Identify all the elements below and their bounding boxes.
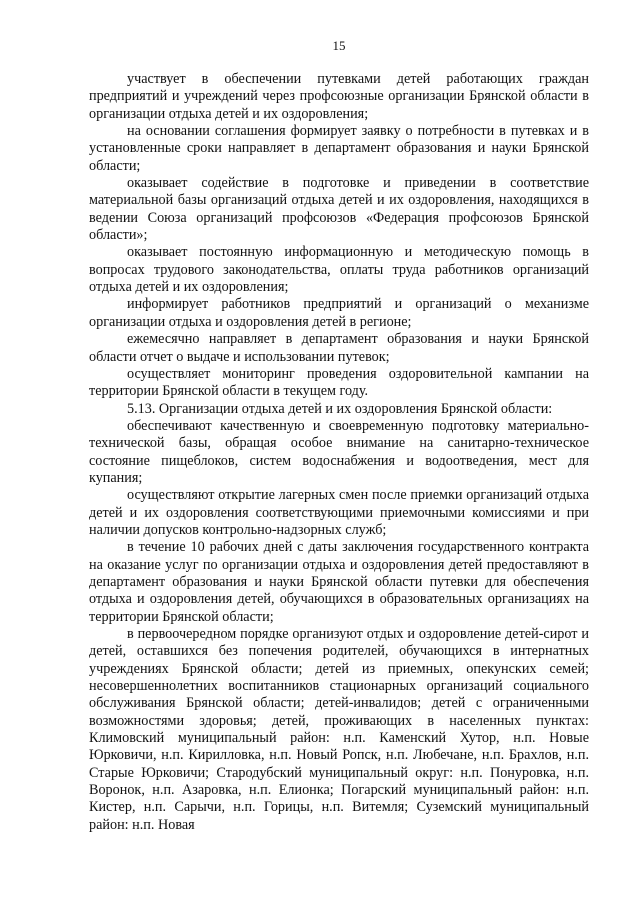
document-body bbox=[89, 71, 589, 834]
paragraph-3: оказывает содействие в подготовке и приведении в соответствие материальной базы организаций отдыха детей и их оздоровления, находящихся в ведении Союза организаций профсоюзов «Федерация профсоюзов Брянской области»; bbox=[89, 175, 589, 244]
paragraph-2: на основании соглашения формирует заявку о потребности в путевках и в установленные сроки направляет в департамент образования и науки Брянской области; bbox=[89, 123, 589, 174]
paragraph-4: оказывает постоянную информационную и методическую помощь в вопросах трудового законодательства, оплаты труда работников организаций отдыха детей и их оздоровления; bbox=[89, 244, 589, 296]
paragraph-7: осуществляет мониторинг проведения оздоровительной кампании на территории Брянской области в текущем году. bbox=[89, 365, 589, 400]
paragraph-6: ежемесячно направляет в департамент образования и науки Брянской области отчет о выдаче и использовании путевок; bbox=[89, 331, 589, 365]
paragraph-5: информирует работников предприятий и организаций о механизме организации отдыха и оздоровления детей в регионе; bbox=[89, 296, 589, 330]
paragraph-11: в течение 10 рабочих дней с даты заключения государственного контракта на оказание услуг по организации отдыха и оздоровления детей предоставляют в департамент образования и науки Брянской области путевки для обеспечения отдыха и оздоровления детей, обучающихся в образовательных организациях на территории Брянской области; bbox=[89, 539, 589, 625]
paragraph-1: участвует в обеспечении путевками детей работающих граждан предприятий и учреждений через профсоюзные организации Брянской области в организации отдыха детей и их оздоровления; bbox=[89, 71, 589, 122]
paragraph-12: в первоочередном порядке организуют отдых и оздоровление детей-сирот и детей, оставшихся без попечения родителей, обучающихся в интернатных учреждениях Брянской области; детей из приемных, опекунских семей; несовершеннолетних воспитанников стационарных организаций социального обслуживания Брянской области; детей-инвалидов; детей с ограниченными возможностями здоровья; детей, проживающих в населенных пунктах: Климовский муниципальный район: н.п. Каменский Хутор, н.п. Новые Юрковичи, н.п. Кирилловка, н.п. Новый Ропск, н.п. Любечане, н.п. Брахлов, н.п. Старые Юрковичи; Стародубский муниципальный округ: н.п. Понуровка, н.п. Воронок, н.п. Азаровка, н.п. Елионка; Погарский муниципальный район: н.п. Кистер, н.п. Сарычи, н.п. Горицы, н.п. Витемля; Суземский муниципальный район: н.п. Новая bbox=[89, 626, 589, 833]
paragraph-9: обеспечивают качественную и своевременную подготовку материально-технической базы, обращая особое внимание на санитарно-техническое состояние пищеблоков, систем водоснабжения и водоотведения, мест для купания; bbox=[89, 417, 589, 486]
paragraph-10: осуществляют открытие лагерных смен после приемки организаций отдыха детей и их оздоровления соответствующими приемочными комиссиями и при наличии допусков контрольно-надзорных служб; bbox=[89, 487, 589, 538]
section-heading-5-13: 5.13. Организации отдыха детей и их оздоровления Брянской области: bbox=[127, 400, 553, 417]
page-number: 15 bbox=[332, 38, 346, 53]
